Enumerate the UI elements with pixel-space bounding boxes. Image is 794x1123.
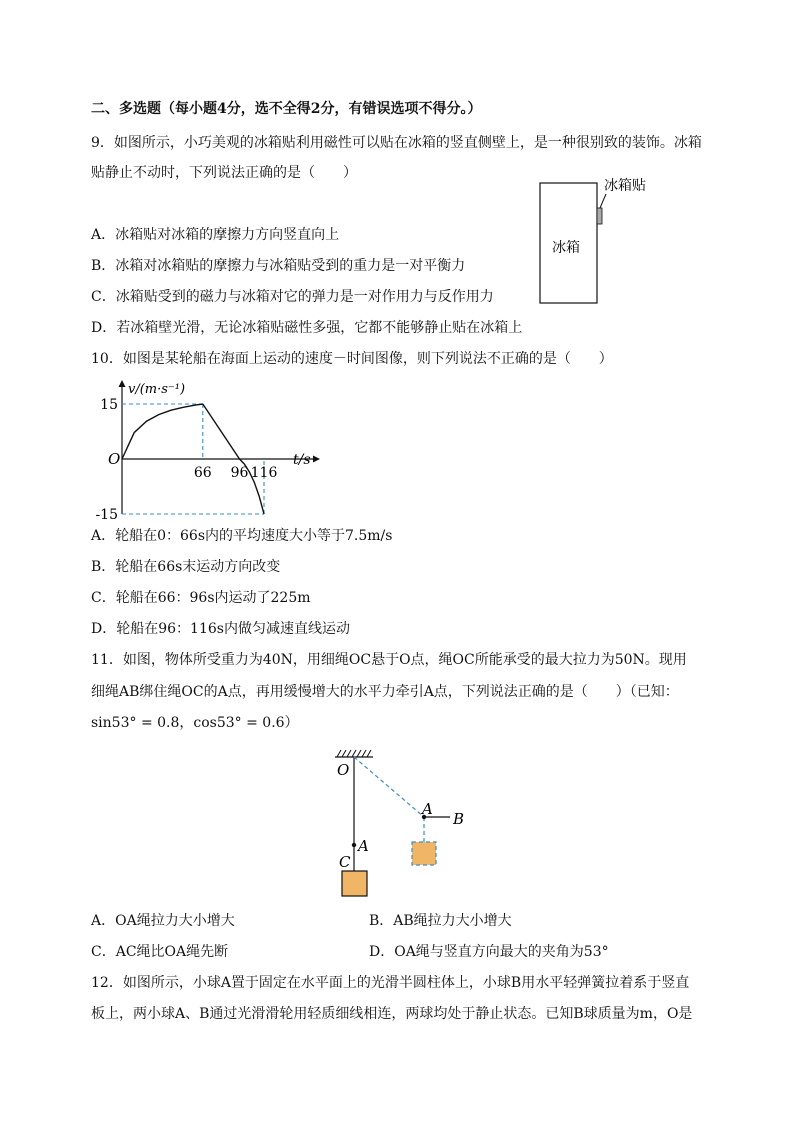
q11-option-b: B．AB绳拉力大小增大 [369, 913, 512, 929]
velocity-series-1 [122, 404, 203, 459]
q12-stem-line1: 12．如图所示，小球A置于固定在水平面上的光滑半圆柱体上，小球B用水平轻弹簧拉着系于竖直 [91, 975, 690, 991]
x-tick-label: 96 [230, 465, 249, 481]
block-displaced [412, 842, 436, 865]
q9-option-c: C．冰箱贴受到的磁力与冰箱对它的弹力是一对作用力与反作用力 [91, 289, 494, 305]
x-axis-arrow [313, 456, 320, 463]
magnet-label: 冰箱贴 [604, 178, 646, 194]
q12-stem-line2: 板上，两小球A、B通过光滑滑轮用轻质细线相连，两球均处于静止状态。已知B球质量为m，O是 [91, 1006, 693, 1022]
y-tick-label: -15 [95, 507, 118, 523]
label-o: O [337, 761, 350, 779]
q9-option-d: D．若冰箱壁光滑，无论冰箱贴磁性多强，它都不能够静止贴在冰箱上 [91, 320, 523, 336]
label-a-displaced: A [422, 800, 433, 818]
q10-option-d: D．轮船在96：116s内做匀减速直线运动 [91, 621, 350, 637]
magnet-block [597, 208, 602, 224]
ceiling-hatch [337, 750, 371, 757]
q11-stem-line1: 11．如图，物体所受重力为40N，用细绳OC悬于O点，绳OC所能承受的最大拉力为50N。现用 [91, 652, 687, 668]
q9-option-a: A．冰箱贴对冰箱的摩擦力方向竖直向上 [91, 227, 340, 243]
magnet-leader-line [600, 194, 606, 208]
q9-stem-line1: 9．如图所示，小巧美观的冰箱贴利用磁性可以贴在冰箱的竖直侧壁上，是一种很别致的装饰。冰箱 [91, 135, 702, 151]
rope-oa-displaced [354, 757, 424, 817]
label-c: C [339, 853, 351, 871]
y-axis-arrow [119, 380, 126, 387]
q11-stem-line2: 细绳AB绑住绳OC的A点，再用缓慢增大的水平力牵引A点，下列说法正确的是（ ）（已知： [91, 684, 679, 700]
origin-label: O [108, 450, 121, 468]
x-tick-label: 66 [193, 465, 212, 481]
q10-option-a: A．轮船在0：66s内的平均速度大小等于7.5m/s [91, 528, 393, 544]
velocity-series-2 [203, 404, 240, 459]
q11-option-c: C．AC绳比OA绳先断 [91, 944, 229, 960]
fridge-figure [530, 172, 660, 307]
velocity-time-chart [95, 374, 330, 523]
q10-option-b: B．轮船在66s末运动方向改变 [91, 559, 281, 575]
rope-figure [325, 745, 485, 900]
y-axis-label: v/(m·s⁻¹) [128, 382, 186, 397]
label-a-initial: A [358, 837, 369, 855]
q11-stem-line3: sin53° = 0.8，cos53° = 0.6） [91, 715, 299, 731]
x-tick-label: 116 [250, 465, 278, 481]
q11-option-a: A．OA绳拉力大小增大 [91, 913, 235, 929]
section-title: 二、多选题（每小题4分，选不全得2分，有错误选项不得分。） [91, 101, 482, 117]
q10-stem: 10．如图是某轮船在海面上运动的速度－时间图像，则下列说法不正确的是（ ） [91, 351, 613, 367]
point-a-initial [352, 843, 356, 847]
x-axis-label: t/s [293, 452, 311, 468]
q9-stem-line2: 贴静止不动时，下列说法正确的是（ ） [91, 165, 357, 181]
q9-option-b: B．冰箱对冰箱贴的摩擦力与冰箱贴受到的重力是一对平衡力 [91, 258, 466, 274]
block-initial [342, 871, 367, 896]
fridge-label: 冰箱 [552, 240, 580, 256]
q10-option-c: C．轮船在66：96s内运动了225m [91, 590, 311, 606]
q11-option-d: D．OA绳与竖直方向最大的夹角为53° [369, 944, 609, 960]
y-tick-label: 15 [100, 397, 118, 413]
label-b: B [453, 810, 465, 828]
